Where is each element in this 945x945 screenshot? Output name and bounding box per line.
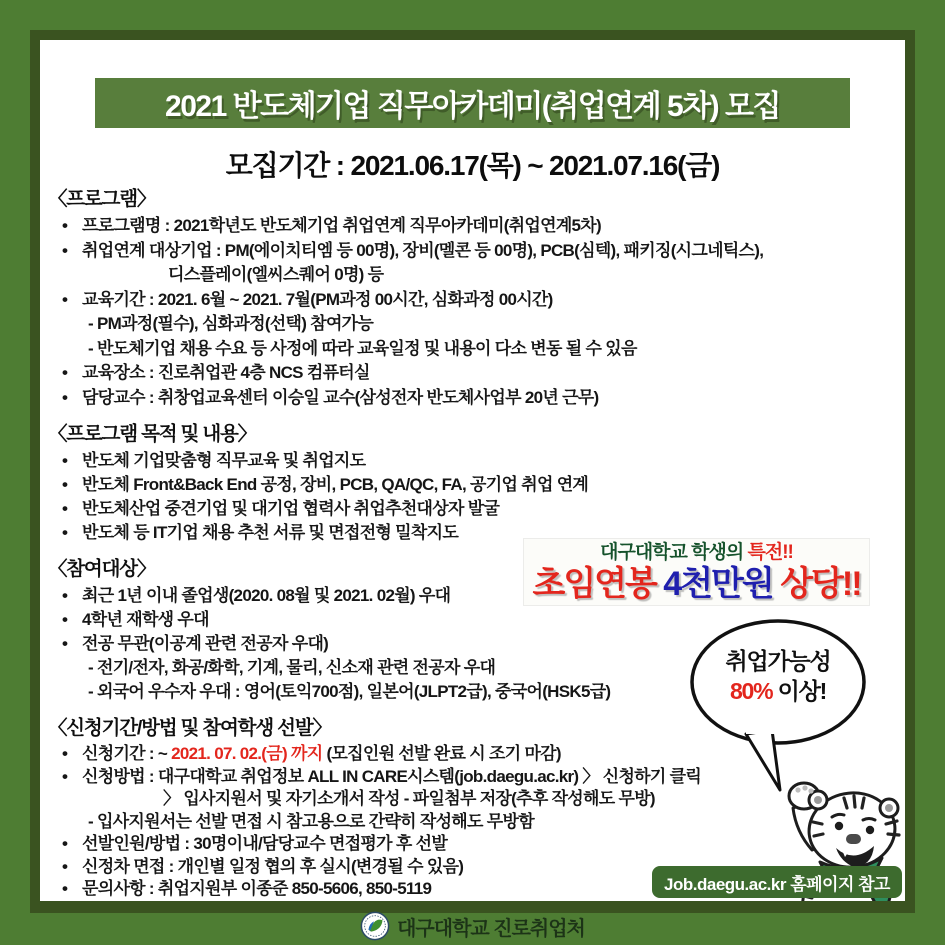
promo-salary-label: 초임연봉 bbox=[532, 565, 664, 603]
list-item: - 반도체기업 채용 수요 등 사정에 따라 교육일정 및 내용이 다소 변동 될 수 있음 bbox=[88, 338, 637, 358]
deadline-suffix: (모집인원 선발 완료 시 조기 마감) bbox=[322, 744, 561, 763]
website-badge bbox=[652, 866, 902, 898]
list-item: • 반도체 Front&Back End 공정, 장비, PCB, QA/QC, FA, 공기업 취업 연계 bbox=[48, 473, 893, 497]
university-logo-icon bbox=[360, 911, 390, 941]
poster-title: 2021 반도체기업 직무아카데미(취업연계 5차) 모집 bbox=[165, 90, 780, 123]
list-item: • 교육기간 : 2021. 6월 ~ 2021. 7월(PM과정 00시간, 심화과정 00시간) bbox=[48, 288, 893, 313]
list-item: - PM과정(필수), 심화과정(선택) 참여가능 bbox=[88, 314, 374, 333]
promo-benefit-text: 특전!! bbox=[747, 542, 793, 563]
footer bbox=[0, 907, 945, 945]
promo-salary-amount: 4천만원 bbox=[663, 565, 773, 603]
list-item: - 외국어 우수자 우대 : 영어(토익700점), 일본어(JLPT2급), 중국어(HSK5급) bbox=[88, 682, 611, 701]
list-item: • 담당교수 : 취창업교육센터 이승일 교수(삼성전자 반도체사업부 20년 근무) bbox=[48, 386, 893, 411]
list-item: • 선발인원/방법 : 30명이내/담당교수 면접평가 후 선발 bbox=[48, 833, 893, 856]
poster-content bbox=[40, 40, 905, 901]
section-program bbox=[48, 186, 893, 410]
section-heading: 〈프로그램〉 bbox=[48, 188, 156, 210]
promo-university-text: 대구대학교 학생의 bbox=[600, 542, 748, 563]
list-item: • 전공 무관(이공계 관련 전공자 우대) bbox=[48, 632, 893, 656]
bubble-percent: 80% bbox=[729, 678, 773, 704]
recruit-period: 모집기간 : 2021.06.17(목) ~ 2021.07.16(금) bbox=[225, 150, 720, 181]
bubble-line1: 취업가능성 bbox=[725, 648, 831, 674]
promo-salary-suffix: 상당!! bbox=[772, 565, 861, 603]
website-badge-label: Job.daegu.ac.kr 홈페이지 참고 bbox=[664, 874, 890, 894]
list-item: • 최근 1년 이내 졸업생(2020. 08월 및 2021. 02월) 우대 bbox=[48, 584, 893, 608]
list-item: • 신청방법 : 대구대학교 취업정보 ALL IN CARE시스템(job.daegu.ac.kr) 〉 신청하기 클릭 bbox=[48, 766, 893, 789]
list-item: • 반도체 기업맞춤형 직무교육 및 취업지도 bbox=[48, 449, 893, 473]
salary-promo-banner bbox=[523, 538, 870, 606]
section-purpose bbox=[48, 421, 893, 545]
list-item: • 취업연계 대상기업 : PM(에이치티엠 등 00명), 장비(멜콘 등 00명), PCB(심텍), 패키징(시그네틱스), bbox=[48, 239, 893, 264]
list-item: • 반도체산업 중견기업 및 대기업 협력사 취업추천대상자 발굴 bbox=[48, 497, 893, 521]
promo-subtitle bbox=[524, 541, 869, 565]
bubble-line2 bbox=[690, 676, 866, 706]
list-item: - 입사지원서는 선발 면접 시 참고용으로 간략히 작성해도 무방함 bbox=[88, 811, 534, 831]
promo-salary-line bbox=[524, 565, 869, 603]
list-item: - 전기/전자, 화공/화학, 기계, 물리, 신소재 관련 전공자 우대 bbox=[88, 658, 496, 677]
section-heading: 〈신청기간/방법 및 참여학생 선발〉 bbox=[48, 717, 331, 739]
list-item: • 문의사항 : 취업지원부 이종준 850-5606, 850-5119 bbox=[48, 878, 893, 901]
list-item: 디스플레이(엘씨스퀘어 0명) 등 bbox=[168, 265, 384, 284]
list-item: • 반도체 등 IT기업 채용 추천 서류 및 면접전형 밀착지도 bbox=[48, 521, 893, 545]
poster-title-banner bbox=[95, 78, 850, 128]
footer-label: 대구대학교 진로취업처 bbox=[397, 917, 585, 940]
list-item: • 교육장소 : 진로취업관 4층 NCS 컴퓨터실 bbox=[48, 361, 893, 386]
deadline-prefix: 신청기간 : ~ bbox=[82, 744, 172, 763]
list-item: • 프로그램명 : 2021학년도 반도체기업 취업연계 직무아카데미(취업연계5차) bbox=[48, 214, 893, 239]
bubble-rest: 이상! bbox=[772, 678, 827, 704]
section-heading: 〈참여대상〉 bbox=[48, 558, 156, 580]
deadline-date: 2021. 07. 02.(금) 까지 bbox=[171, 744, 323, 763]
list-item: 〉 입사지원서 및 자기소개서 작성 - 파일첨부 저장(추후 작성해도 무방) bbox=[163, 789, 655, 808]
list-item: • 4학년 재학생 우대 bbox=[48, 608, 893, 632]
section-heading: 〈프로그램 목적 및 내용〉 bbox=[48, 423, 256, 445]
bubble-text bbox=[690, 646, 866, 706]
list-item: • 신정차 면접 : 개인별 일정 협의 후 실시(변경될 수 있음) bbox=[48, 856, 893, 879]
